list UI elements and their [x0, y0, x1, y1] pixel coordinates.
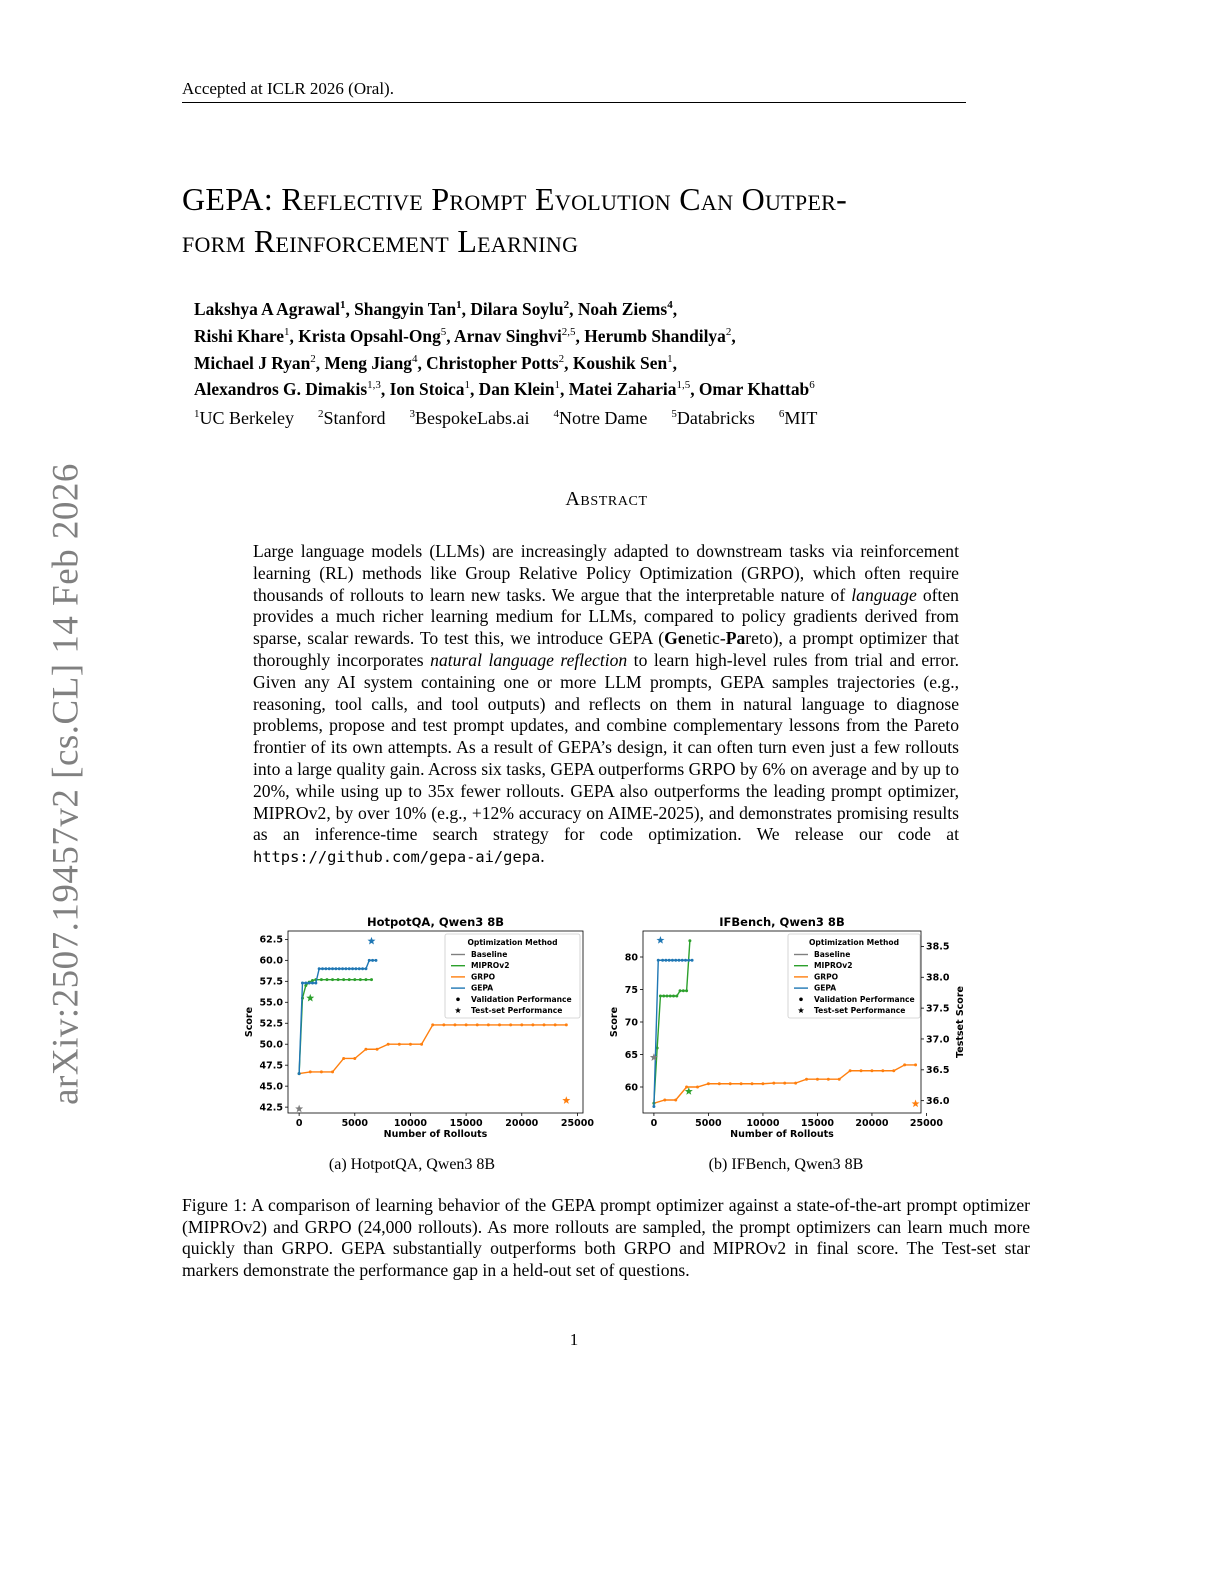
author-affiliation-mark: 1 — [284, 325, 290, 338]
data-point — [420, 1043, 423, 1046]
data-point — [892, 1069, 895, 1072]
test-star-miprov2 — [306, 994, 314, 1002]
data-point — [308, 982, 311, 985]
author-name: Dan Klein — [478, 379, 555, 400]
title-line-1 — [182, 178, 1042, 220]
series-miprov2 — [298, 978, 373, 1075]
data-point — [509, 1023, 512, 1026]
data-point — [677, 959, 680, 962]
data-point — [794, 1082, 797, 1085]
data-point — [672, 995, 675, 998]
title-segment: form — [182, 223, 246, 259]
data-point — [685, 989, 688, 992]
title-segment: Outper- — [741, 181, 848, 217]
series-line — [299, 960, 376, 1073]
legend-entry: Baseline — [471, 950, 508, 959]
x-axis-label: Number of Rollouts — [730, 1129, 834, 1140]
x-tick-label: 15000 — [800, 1118, 834, 1129]
author-name: Michael J Ryan — [194, 352, 311, 373]
data-point — [364, 1048, 367, 1051]
author-name: Krista Opsahl-Ong — [298, 325, 441, 346]
data-point — [361, 967, 364, 970]
author-name: Ion Stoica — [389, 379, 465, 400]
x-tick-label: 5000 — [695, 1118, 722, 1129]
title-segment: Learning — [457, 223, 579, 259]
data-point — [376, 1048, 379, 1051]
data-point — [353, 978, 356, 981]
data-point — [684, 959, 687, 962]
x-tick-label: 10000 — [393, 1118, 427, 1129]
title-segment — [527, 181, 535, 217]
data-point — [320, 978, 323, 981]
data-point — [358, 967, 361, 970]
x-tick-label: 5000 — [341, 1118, 369, 1129]
data-point — [903, 1063, 906, 1066]
data-point — [353, 1057, 356, 1060]
y-tick-label: 70 — [624, 1017, 638, 1029]
affiliation: $^4$Notre Dame — [553, 408, 648, 428]
arxiv-watermark: arXiv:2507.19457v2 [cs.CL] 14 Feb 2026 — [45, 463, 87, 1105]
legend-title: Optimization Method — [467, 938, 558, 947]
data-point — [298, 1072, 301, 1075]
y-tick-label: 80 — [624, 952, 638, 964]
data-point — [314, 982, 317, 985]
legend — [445, 934, 580, 1018]
y-tick-label: 57.5 — [259, 976, 283, 988]
author-name: Herumb Shandilya — [584, 325, 726, 346]
title-segment: Reflective — [281, 181, 423, 217]
legend-entry: Validation Performance — [814, 994, 915, 1004]
data-point — [301, 982, 304, 985]
data-point — [681, 959, 684, 962]
data-point — [659, 995, 662, 998]
data-point — [761, 1082, 764, 1085]
y2-tick-label: 37.5 — [926, 1003, 950, 1015]
y-tick-label: 45.0 — [259, 1081, 283, 1093]
author-affiliation-mark: 2,5 — [561, 325, 576, 338]
legend-entry: Validation Performance — [471, 994, 572, 1004]
data-point — [688, 939, 691, 942]
data-point — [374, 959, 377, 962]
data-point — [351, 967, 354, 970]
author-name: Omar Khattab — [698, 379, 810, 400]
data-point — [827, 1078, 830, 1081]
test-star-baseline — [295, 1105, 303, 1113]
data-point — [718, 1082, 721, 1085]
data-point — [337, 978, 340, 981]
series-grpo — [298, 1023, 568, 1075]
y-axis-label: Score — [609, 1006, 620, 1038]
y-tick-label: 52.5 — [259, 1018, 283, 1030]
x-tick-label: 15000 — [449, 1118, 483, 1129]
legend-entry: GRPO — [471, 972, 496, 982]
series-line — [654, 960, 692, 1106]
author-affiliation-mark: 5 — [440, 325, 447, 338]
author-name: Alexandros G. Dimakis — [194, 379, 368, 400]
y-tick-label: 60 — [624, 1082, 638, 1094]
author-name: Matei Zaharia — [568, 379, 677, 400]
legend-entry: MIPROv2 — [471, 961, 510, 971]
y-tick-label: 47.5 — [259, 1060, 283, 1072]
data-point — [320, 1070, 323, 1073]
author-affiliation-mark: 1 — [464, 379, 470, 392]
legend-entry: MIPROv2 — [814, 961, 853, 971]
affiliation: $^1$UC Berkeley — [194, 408, 294, 428]
author-affiliation-mark: 1 — [667, 352, 673, 365]
data-point — [696, 1086, 699, 1089]
data-point — [679, 989, 682, 992]
title-segment — [246, 223, 254, 259]
abstract-emphasis: language — [851, 584, 917, 605]
test-star-gepa — [368, 937, 376, 945]
title-line-2 — [182, 220, 1042, 262]
author-name: Rishi Khare — [194, 325, 285, 346]
legend-swatch — [456, 998, 460, 1002]
data-point — [465, 1023, 468, 1026]
test-star-grpo — [562, 1096, 570, 1104]
x-tick-label: 25000 — [560, 1118, 594, 1129]
data-point — [554, 1023, 557, 1026]
abstract-text: . — [540, 846, 545, 867]
abstract-heading: Abstract — [565, 488, 648, 510]
author-affiliation-mark: 2 — [725, 325, 732, 338]
data-point — [662, 995, 665, 998]
chart-title: IFBench, Qwen3 8B — [719, 915, 845, 929]
x-tick-label: 20000 — [505, 1118, 539, 1129]
chart-hotpotqa — [240, 914, 610, 1144]
abstract-text: netic- — [685, 628, 726, 649]
data-point — [668, 959, 671, 962]
series-grpo — [652, 1063, 917, 1104]
data-point — [663, 1099, 666, 1102]
series-line — [654, 941, 690, 1104]
author-name: Dilara Soylu — [470, 298, 564, 319]
data-point — [476, 1023, 479, 1026]
author-affiliation-mark: 1 — [339, 299, 346, 311]
author-affiliation-mark: 4 — [411, 352, 418, 365]
data-point — [331, 978, 334, 981]
subcaption-b: (b) IFBench, Qwen3 8B — [708, 1156, 864, 1173]
y2-tick-label: 37.0 — [926, 1034, 950, 1046]
data-point — [370, 978, 373, 981]
data-point — [565, 1023, 568, 1026]
data-point — [321, 967, 324, 970]
data-point — [838, 1078, 841, 1081]
author-name: Arnav Singhvi — [454, 325, 562, 346]
author-line: Michael J Ryan$^2$, Meng Jiang$^4$, Christopher Potts$^2$, Koushik Sen$^1$, — [194, 352, 677, 373]
data-point — [729, 1082, 732, 1085]
x-axis-label: Number of Rollouts — [383, 1129, 488, 1140]
figure-caption: Figure 1: A comparison of learning behavior of the GEPA prompt optimizer against a state-of-the-art prompt optimizer (MIPROv2) and GRPO (24,000 rollouts). As more rollouts are sampled, the prompt optimizers can learn much more quickly than GRPO. GEPA substantially outperforms both GRPO and MIPROv2 in final score. The Test-set star markers demonstrate the performance gap in a held-out set of questions. — [182, 1195, 1030, 1280]
y-tick-label: 62.5 — [259, 934, 283, 946]
x-tick-label: 0 — [650, 1118, 658, 1129]
author-affiliation-mark: 1 — [456, 299, 462, 311]
abstract-bold: Pa — [725, 628, 746, 649]
data-point — [318, 967, 321, 970]
data-point — [409, 1043, 412, 1046]
data-point — [691, 959, 694, 962]
y-axis-label: Score — [244, 1006, 255, 1038]
author-name: Koushik Sen — [572, 352, 668, 373]
author-affiliation-mark: 6 — [809, 379, 815, 392]
paper-title — [182, 178, 1042, 262]
legend-title: Optimization Method — [808, 938, 900, 947]
legend-entry: Test-set Performance — [471, 1006, 563, 1015]
title-segment: GEPA: — [182, 181, 282, 217]
abstract-body — [253, 541, 959, 869]
data-point — [685, 1086, 688, 1089]
series-gepa — [298, 959, 378, 1075]
author-line: Alexandros G. Dimakis$^{1,3}$, Ion Stoica$^1$, Dan Klein$^1$, Matei Zaharia$^{1,5}$, Omar Khattab$^6$ — [194, 379, 815, 400]
title-segment: Evolution — [535, 181, 671, 217]
legend-entry: GEPA — [814, 983, 837, 993]
page-number: 1 — [569, 1330, 579, 1349]
data-point — [772, 1082, 775, 1085]
data-point — [487, 1023, 490, 1026]
y-tick-label: 50.0 — [259, 1039, 283, 1051]
y2-tick-label: 38.0 — [926, 972, 950, 984]
affiliation: $^2$Stanford — [317, 408, 386, 428]
data-point — [849, 1069, 852, 1072]
legend-entry: GRPO — [814, 972, 839, 982]
author-affiliation-mark: 2 — [563, 299, 570, 311]
data-point — [431, 1023, 434, 1026]
data-point — [328, 967, 331, 970]
data-point — [805, 1078, 808, 1081]
affiliation: $^3$BespokeLabs.ai — [409, 408, 530, 428]
data-point — [669, 995, 672, 998]
abstract-text: Large language models (LLMs) are increasingly adapted to downstream tasks via reinforcement learning (RL) methods like Group Relative Policy Optimization (GRPO), which often require thousands of rollouts to learn new tasks. We argue that the interpretable nature of — [253, 541, 959, 605]
title-segment — [671, 181, 679, 217]
y-tick-label: 42.5 — [259, 1102, 283, 1114]
y2-axis-label: Testset Score — [955, 986, 966, 1058]
title-segment: Prompt — [431, 181, 527, 217]
x-tick-label: 0 — [295, 1118, 303, 1129]
data-point — [914, 1063, 917, 1066]
y-tick-label: 65 — [624, 1049, 638, 1061]
data-point — [304, 982, 307, 985]
title-segment: Reinforcement — [253, 223, 450, 259]
data-point — [520, 1023, 523, 1026]
author-affiliation-mark: 1,3 — [367, 379, 381, 392]
y-tick-label: 75 — [624, 984, 638, 996]
data-point — [671, 959, 674, 962]
data-point — [707, 1082, 710, 1085]
chart-ifbench — [605, 914, 980, 1144]
x-tick-label: 25000 — [909, 1118, 943, 1129]
data-point — [543, 1023, 546, 1026]
y2-tick-label: 36.5 — [926, 1065, 950, 1077]
data-point — [675, 995, 678, 998]
y2-tick-label: 38.5 — [926, 941, 950, 953]
data-point — [338, 967, 341, 970]
data-point — [453, 1023, 456, 1026]
author-affiliation-mark: 4 — [667, 299, 673, 311]
code-link[interactable]: https://github.com/gepa-ai/gepa — [253, 848, 541, 867]
y-tick-label: 55.0 — [259, 997, 283, 1009]
abstract-text: reto), a prompt optimizer that thoroughly incorporates — [253, 628, 960, 670]
legend-entry: GEPA — [471, 983, 494, 993]
author-affiliation-mark: 2 — [558, 352, 565, 365]
abstract-text: often provides a much richer learning medium for LLMs, compared to policy gradients derived from sparse, scalar rewards. To test this, we introduce GEPA ( — [253, 584, 959, 649]
x-tick-label: 20000 — [855, 1118, 889, 1129]
y-tick-label: 60.0 — [259, 955, 283, 967]
subcaption-a: (a) HotpotQA, Qwen3 8B — [328, 1156, 496, 1173]
author-name: Shangyin Tan — [354, 298, 457, 319]
data-point — [354, 967, 357, 970]
data-point — [309, 1070, 312, 1073]
data-point — [342, 978, 345, 981]
data-point — [348, 967, 351, 970]
data-point — [364, 978, 367, 981]
author-line: Lakshya A Agrawal$^1$, Shangyin Tan$^1$, Dilara Soylu$^2$, Noah Ziems$^4$, — [194, 298, 678, 319]
abstract-bold: Ge — [664, 628, 686, 649]
data-point — [783, 1082, 786, 1085]
data-point — [398, 1043, 401, 1046]
data-point — [860, 1069, 863, 1072]
test-star-gepa — [656, 936, 664, 944]
running-header: Accepted at ICLR 2026 (Oral). — [182, 78, 966, 103]
author-name: Noah Ziems — [577, 298, 668, 319]
data-point — [740, 1082, 743, 1085]
data-point — [682, 989, 685, 992]
data-point — [870, 1069, 873, 1072]
data-point — [334, 967, 337, 970]
data-point — [331, 967, 334, 970]
legend-entry: Baseline — [814, 950, 851, 959]
legend-swatch — [799, 998, 803, 1002]
affiliation-list — [194, 408, 841, 429]
data-point — [531, 1023, 534, 1026]
y2-tick-label: 36.0 — [926, 1095, 950, 1107]
x-tick-label: 10000 — [746, 1118, 780, 1129]
title-segment: Can — [679, 181, 734, 217]
author-affiliation-mark: 1 — [554, 379, 561, 392]
data-point — [661, 959, 664, 962]
data-point — [371, 959, 374, 962]
author-affiliation-mark: 2 — [310, 352, 316, 365]
data-point — [657, 959, 660, 962]
author-line: Rishi Khare$^1$, Krista Opsahl-Ong$^5$, Arnav Singhvi$^{2,5}$, Herumb Shandilya$^2$, — [194, 325, 736, 346]
data-point — [387, 1043, 390, 1046]
author-affiliation-mark: 1,5 — [676, 379, 691, 392]
data-point — [751, 1082, 754, 1085]
data-point — [325, 978, 328, 981]
test-star-grpo — [912, 1100, 920, 1108]
data-point — [816, 1078, 819, 1081]
affiliation: $^6$MIT — [778, 408, 818, 428]
data-point — [342, 1057, 345, 1060]
data-point — [881, 1069, 884, 1072]
data-point — [311, 982, 314, 985]
series-line — [299, 1025, 566, 1074]
series-line — [299, 980, 371, 1074]
data-point — [442, 1023, 445, 1026]
author-name: Meng Jiang — [324, 352, 412, 373]
data-point — [348, 978, 351, 981]
data-point — [498, 1023, 501, 1026]
abstract-emphasis: natural language reflection — [430, 649, 628, 670]
author-list — [194, 294, 1034, 401]
data-point — [368, 959, 371, 962]
chart-title: HotpotQA, Qwen3 8B — [366, 915, 505, 929]
abstract-text: to learn high-level rules from trial and error. Given any AI system containing one or more LLM prompts, GEPA samples trajectories (e.g., reasoning, tool calls, and tool outputs) and reflects on them in natural language to diagnose problems, propose and test prompt updates, and combine complementary lessons from the Pareto frontier of its own attempts. As a result of GEPA’s design, it can often turn even just a few rollouts into a large quality gain. Across six tasks, GEPA outperforms GRPO by 6% on average and by up to 20%, while using up to 35x fewer rollouts. GEPA also outperforms the leading prompt optimizer, MIPROv2, by over 10% (e.g., +12% accuracy on AIME-2025), and demonstrates promising results as an inference-time search strategy for code optimization. We release our code at — [253, 649, 960, 845]
data-point — [359, 978, 362, 981]
data-point — [687, 959, 690, 962]
data-point — [665, 995, 668, 998]
data-point — [664, 959, 667, 962]
data-point — [364, 967, 367, 970]
data-point — [341, 967, 344, 970]
author-name: Lakshya A Agrawal — [194, 298, 340, 319]
affiliation: $^5$Databricks — [671, 408, 755, 428]
legend-entry: Test-set Performance — [814, 1006, 906, 1015]
data-point — [674, 959, 677, 962]
legend — [788, 934, 920, 1018]
data-point — [331, 1070, 334, 1073]
data-point — [674, 1099, 677, 1102]
title-segment — [733, 181, 741, 217]
data-point — [324, 967, 327, 970]
author-name: Christopher Potts — [426, 352, 559, 373]
data-point — [344, 967, 347, 970]
data-point — [652, 1105, 655, 1108]
